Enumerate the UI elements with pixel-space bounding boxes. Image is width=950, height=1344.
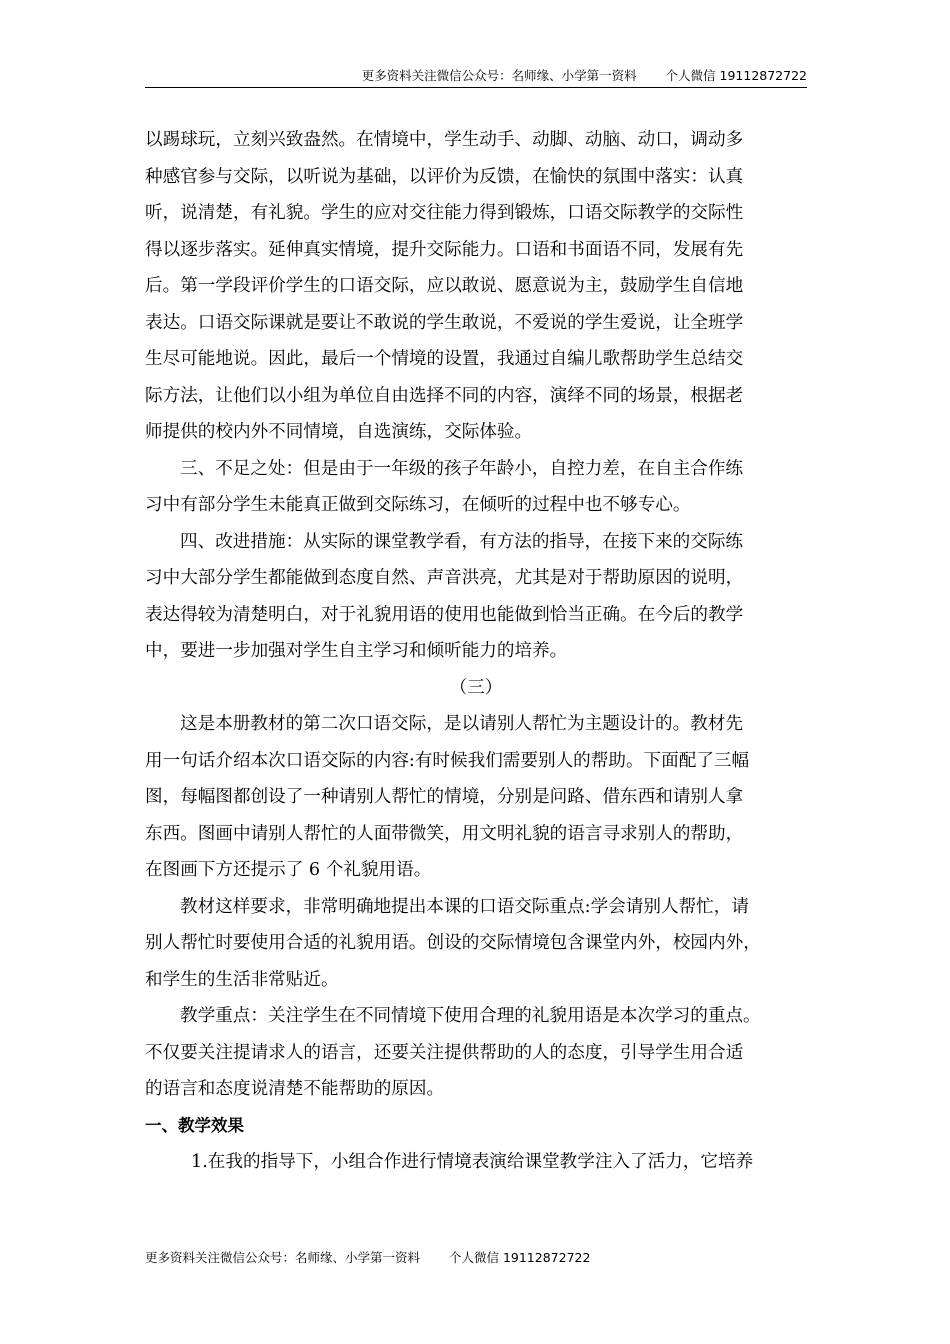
paragraph-line: 听，说清楚，有礼貌。学生的应对交往能力得到锻炼，口语交际教学的交际性 [145,203,744,223]
paragraph-line: 这是本册教材的第二次口语交际，是以请别人帮忙为主题设计的。教材先 [180,714,744,734]
paragraph-line: 表达。口语交际课就是要让不敢说的学生敢说，不爱说的学生爱说，让全班学 [145,312,744,333]
paragraph-line: 师提供的校内外不同情境，自选演练，交际体验。 [145,422,533,442]
paragraph-line: 以踢球玩，立刻兴致盎然。在情境中，学生动手、动脚、动脑、动口，调动多 [145,130,744,150]
paragraph-line: 图，每幅图都创设了一种请别人帮忙的情境，分别是问路、借东西和请别人拿 [145,787,744,807]
paragraph-line: 种感官参与交际，以听说为基础，以评价为反馈，在愉快的氛围中落实：认真 [145,166,744,187]
paragraph-line: 后。第一学段评价学生的口语交际，应以敢说、愿意说为主，鼓励学生自信地 [145,276,744,296]
page-header: 更多资料关注微信公众号：名师缘、小学第一资料 个人微信 19112872722 [361,68,807,83]
paragraph-line: 生尽可能地说。因此，最后一个情境的设置，我通过自编儿歌帮助学生总结交 [145,349,744,369]
paragraph-line: 东西。图画中请别人帮忙的人面带微笑，用文明礼貌的语言寻求别人的帮助， [145,823,744,844]
paragraph-line: 习中大部分学生都能做到态度自然、声音洪亮，尤其是对于帮助原因的说明， [145,568,744,588]
paragraph-line: 用一句话介绍本次口语交际的内容:有时候我们需要别人的帮助。下面配了三幅 [145,750,750,771]
paragraph-line: 习中有部分学生未能真正做到交际练习，在倾听的过程中也不够专心。 [145,495,691,515]
paragraph-line: 1.在我的指导下，小组合作进行情境表演给课堂教学注入了活力，它培养 [191,1152,754,1172]
paragraph-line: 在图画下方还提示了 6 个礼貌用语。 [145,860,432,880]
paragraph-line: 际方法，让他们以小组为单位自由选择不同的内容，演绎不同的场景，根据老 [145,385,744,406]
paragraph-line: 和学生的生活非常贴近。 [145,969,339,990]
paragraph-line: 三、不足之处：但是由于一年级的孩子年龄小，自控力差，在自主合作练 [180,458,744,479]
document-body [145,122,819,1181]
header-divider [145,87,807,88]
subsection-heading: 一、教学效果 [145,1115,244,1135]
page-footer: 更多资料关注微信公众号：名师缘、小学第一资料 个人微信 19112872722 [145,1250,591,1265]
paragraph-line: 教材这样要求，非常明确地提出本课的口语交际重点:学会请别人帮忙，请 [180,896,749,917]
paragraph-line: 的语言和态度说清楚不能帮助的原因。 [145,1079,445,1099]
paragraph-line: 得以逐步落实。延伸真实情境，提升交际能力。口语和书面语不同，发展有先 [145,239,744,260]
paragraph-line: 表达得较为清楚明白，对于礼貌用语的使用也能做到恰当正确。在今后的教学 [145,604,744,625]
paragraph-line: 教学重点：关注学生在不同情境下使用合理的礼貌用语是本次学习的重点。 [180,1006,761,1026]
paragraph-line: 中，要进一步加强对学生自主学习和倾听能力的培养。 [145,641,568,661]
paragraph-line: 四、改进措施：从实际的课堂教学看，有方法的指导，在接下来的交际练 [180,531,744,552]
paragraph-line: 别人帮忙时要使用合适的礼貌用语。创设的交际情境包含课堂内外，校园内外， [145,933,761,953]
section-heading: （三） [449,677,503,698]
paragraph-line: 不仅要关注提请求人的语言，还要关注提供帮助的人的态度，引导学生用合适 [145,1042,744,1063]
